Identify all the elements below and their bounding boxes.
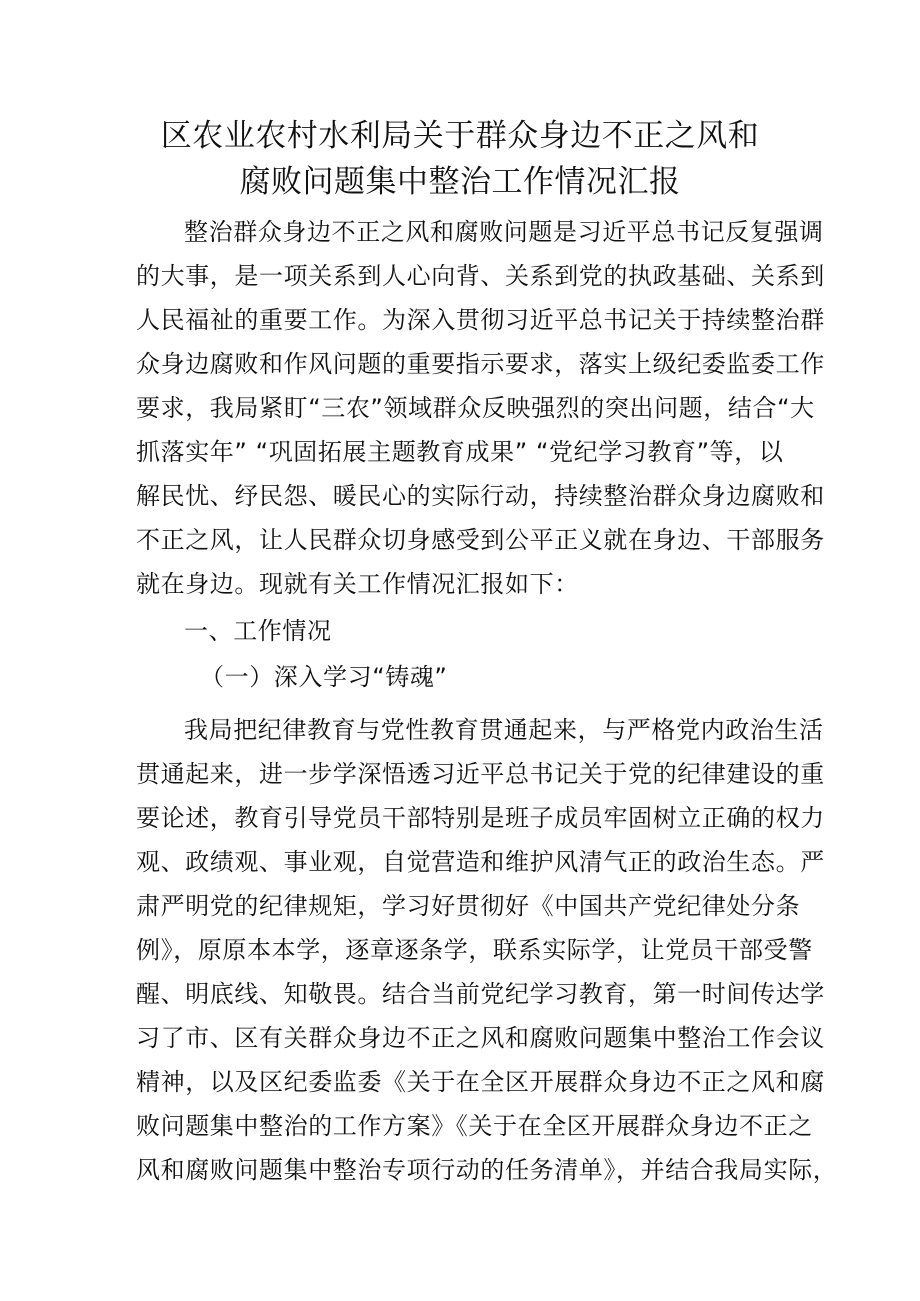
body-line-2: 贯通起来，进一步学深悟透习近平总书记关于党的纪律建设的重 bbox=[136, 760, 825, 788]
body-line-4: 观、政绩观、事业观，自觉营造和维护风清气正的政治生态。严 bbox=[136, 848, 825, 876]
subsection-heading: （一）深入学习“铸魂” bbox=[200, 663, 448, 691]
body-line-9: 精神，以及区纪委监委《关于在全区开展群众身边不正之风和腐 bbox=[136, 1068, 825, 1096]
section-heading: 一、工作情况 bbox=[184, 617, 332, 645]
body-line-11: 风和腐败问题集中整治专项行动的任务清单》，并结合我局实际， bbox=[136, 1156, 838, 1184]
intro-line-9: 就在身边。现就有关工作情况汇报如下： bbox=[136, 570, 579, 598]
body-line-5: 肃严明党的纪律规矩，学习好贯彻好《中国共产党纪律处分条 bbox=[136, 892, 801, 920]
document-title-line-2: 腐败问题集中整治工作情况汇报 bbox=[239, 164, 681, 200]
intro-line-6: 抓落实年” “巩固拓展主题教育成果” “党纪学习教育”等，以 bbox=[136, 438, 784, 466]
body-line-6: 例》，原原本本学，逐章逐条学，联系实际学，让党员干部受警 bbox=[136, 936, 813, 964]
intro-line-5: 要求，我局紧盯“三农”领域群众反映强烈的突出问题，结合“大 bbox=[136, 394, 815, 422]
intro-line-2: 的大事，是一项关系到人心向背、关系到党的执政基础、关系到 bbox=[136, 262, 825, 290]
intro-line-3: 人民福祉的重要工作。为深入贯彻习近平总书记关于持续整治群 bbox=[136, 306, 825, 334]
intro-line-8: 不正之风，让人民群众切身感受到公平正义就在身边、干部服务 bbox=[136, 526, 825, 554]
body-line-1: 我局把纪律教育与党性教育贯通起来，与严格党内政治生活 bbox=[184, 716, 824, 744]
body-line-7: 醒、明底线、知敬畏。结合当前党纪学习教育，第一时间传达学 bbox=[136, 980, 825, 1008]
body-line-8: 习了市、区有关群众身边不正之风和腐败问题集中整治工作会议 bbox=[136, 1024, 825, 1052]
document-title-line-1: 区农业农村水利局关于群众身边不正之风和 bbox=[160, 118, 760, 154]
body-line-3: 要论述，教育引导党员干部特别是班子成员牢固树立正确的权力 bbox=[136, 804, 825, 832]
body-line-10: 败问题集中整治的工作方案》《关于在全区开展群众身边不正之 bbox=[136, 1112, 813, 1140]
intro-line-1: 整治群众身边不正之风和腐败问题是习近平总书记反复强调 bbox=[184, 218, 824, 246]
intro-line-4: 众身边腐败和作风问题的重要指示要求，落实上级纪委监委工作 bbox=[136, 350, 825, 378]
intro-line-7: 解民忧、纾民怨、暖民心的实际行动，持续整治群众身边腐败和 bbox=[136, 482, 825, 510]
